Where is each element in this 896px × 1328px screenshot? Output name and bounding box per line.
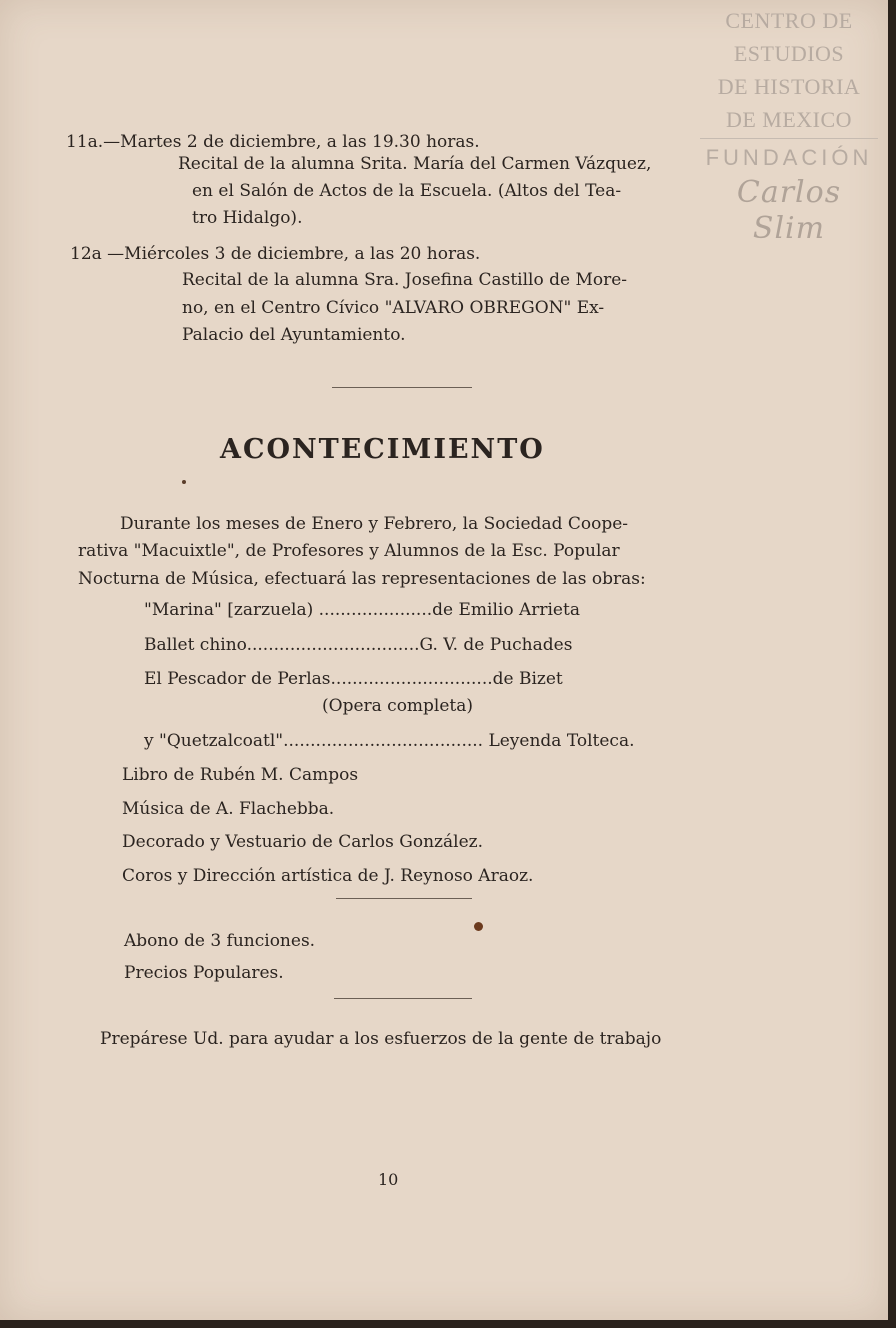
- work-item: y "Quetzalcoatl"..................................... Leyenda Tolteca.: [144, 731, 635, 751]
- watermark-line: DE HISTORIA: [717, 74, 861, 99]
- prices-line: Precios Populares.: [124, 963, 284, 983]
- event-12-line: no, en el Centro Cívico "ALVARO OBREGON" Ex-: [182, 298, 605, 318]
- watermark-foundation: FUNDACIÓN: [700, 138, 878, 175]
- watermark-line: CENTRO DE: [725, 8, 853, 33]
- work-item: El Pescador de Perlas..............................de Bizet: [144, 669, 563, 689]
- subscription-line: Abono de 3 funciones.: [124, 931, 316, 951]
- scan-edge-bottom: [0, 1320, 896, 1328]
- event-11-line: en el Salón de Actos de la Escuela. (Altos del Tea-: [192, 181, 622, 201]
- watermark-line: DE MEXICO: [725, 107, 853, 132]
- event-12-line: Recital de la alumna Sra. Josefina Castillo de More-: [182, 270, 628, 290]
- archive-watermark: [700, 4, 878, 247]
- watermark-signature: Carlos Slim: [736, 175, 842, 246]
- event-12-heading: 12a —Miércoles 3 de diciembre, a las 20 horas.: [70, 244, 481, 264]
- divider-rule: [334, 998, 472, 999]
- event-11-heading: 11a.—Martes 2 de diciembre, a las 19.30 horas.: [66, 132, 480, 152]
- ink-blot: [474, 922, 483, 931]
- divider-rule: [332, 387, 472, 388]
- closing-line: Prepárese Ud. para ayudar a los esfuerzos de la gente de trabajo: [100, 1029, 662, 1049]
- credit-line: Libro de Rubén M. Campos: [122, 765, 359, 785]
- event-11-line: Recital de la alumna Srita. María del Carmen Vázquez,: [178, 154, 652, 174]
- credit-line: Coros y Dirección artística de J. Reynoso Araoz.: [122, 866, 534, 886]
- credit-line: Decorado y Vestuario de Carlos González.: [122, 832, 483, 852]
- section-title: ACONTECIMIENTO: [220, 434, 545, 465]
- work-note: (Opera completa): [322, 696, 474, 716]
- event-11-line: tro Hidalgo).: [192, 208, 303, 228]
- watermark-line: ESTUDIOS: [733, 41, 845, 66]
- divider-rule: [336, 898, 472, 899]
- intro-line: Durante los meses de Enero y Febrero, la Sociedad Coope-: [120, 514, 629, 534]
- ink-speck: [182, 480, 186, 484]
- intro-line: Nocturna de Música, efectuará las representaciones de las obras:: [78, 569, 646, 589]
- event-12-line: Palacio del Ayuntamiento.: [182, 325, 406, 345]
- scan-edge-right: [888, 0, 896, 1328]
- intro-line: rativa "Macuixtle", de Profesores y Alumnos de la Esc. Popular: [78, 541, 620, 561]
- work-item: Ballet chino................................G. V. de Puchades: [144, 635, 573, 655]
- work-item: "Marina" [zarzuela) .....................de Emilio Arrieta: [144, 600, 580, 620]
- page-number: 10: [378, 1170, 399, 1189]
- credit-line: Música de A. Flachebba.: [122, 799, 335, 819]
